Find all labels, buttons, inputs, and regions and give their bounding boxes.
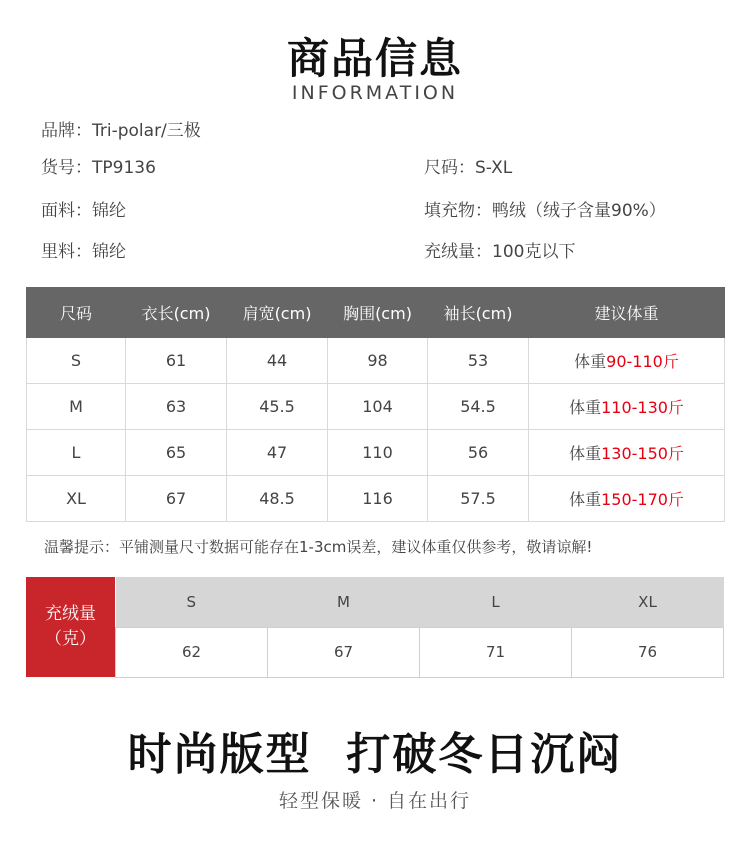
cell-length: 67 [126, 476, 227, 522]
cell-length: 61 [126, 338, 227, 384]
header-sleeve: 袖长(cm) [428, 288, 529, 338]
weight-range: 130-150斤 [601, 444, 684, 463]
cell-sleeve: 57.5 [428, 476, 529, 522]
weight-range: 110-130斤 [601, 398, 684, 417]
cell-chest: 98 [328, 338, 428, 384]
fill-header-size: S [116, 577, 268, 627]
cell-size: M [27, 384, 126, 430]
size-table-header [27, 288, 725, 338]
info-fill-amount: 充绒量：100克以下 [424, 242, 576, 262]
header-shoulder: 肩宽(cm) [227, 288, 328, 338]
cell-size: L [27, 430, 126, 476]
table-row [27, 430, 725, 476]
page-subtitle: INFORMATION [291, 82, 459, 104]
cell-sleeve: 53 [428, 338, 529, 384]
header-chest: 胸围(cm) [328, 288, 428, 338]
cell-length: 65 [126, 430, 227, 476]
cell-length: 63 [126, 384, 227, 430]
weight-range: 90-110斤 [606, 352, 679, 371]
cell-chest: 104 [328, 384, 428, 430]
cell-weight [529, 338, 725, 384]
weight-prefix: 体重 [574, 352, 607, 371]
measurement-note: 温馨提示：平铺测量尺寸数据可能存在1-3cm误差，建议体重仅供参考，敬请谅解! [44, 538, 593, 556]
page-title: 商品信息 [286, 34, 463, 83]
fill-label-badge [26, 577, 115, 677]
fill-table-section [26, 577, 724, 677]
info-filling: 填充物：鸭绒（绒子含量90%） [424, 201, 666, 221]
info-brand: 品牌：Tri-polar/三极 [41, 121, 201, 141]
slogan: 时尚版型 打破冬日沉闷 [127, 729, 623, 780]
header-size: 尺码 [27, 288, 126, 338]
weight-prefix: 体重 [569, 398, 602, 417]
cell-size: S [27, 338, 126, 384]
weight-prefix: 体重 [569, 490, 602, 509]
cell-sleeve: 54.5 [428, 384, 529, 430]
cell-chest: 110 [328, 430, 428, 476]
cell-shoulder: 47 [227, 430, 328, 476]
cell-chest: 116 [328, 476, 428, 522]
table-row [27, 476, 725, 522]
cell-shoulder: 45.5 [227, 384, 328, 430]
cell-weight [529, 384, 725, 430]
table-row [27, 384, 725, 430]
fill-table-header [116, 577, 724, 627]
fill-header-size: M [268, 577, 420, 627]
info-size-range: 尺码：S-XL [424, 158, 513, 178]
cell-shoulder: 48.5 [227, 476, 328, 522]
fill-label-unit: （克） [45, 629, 96, 649]
cell-shoulder: 44 [227, 338, 328, 384]
cell-sleeve: 56 [428, 430, 529, 476]
table-row [116, 627, 724, 677]
table-row [27, 338, 725, 384]
fill-value: 71 [420, 627, 572, 677]
header-length: 衣长(cm) [126, 288, 227, 338]
tagline: 轻型保暖 · 自在出行 [278, 790, 472, 812]
fill-value: 67 [268, 627, 420, 677]
fill-header-size: XL [572, 577, 724, 627]
fill-label-title: 充绒量 [45, 604, 96, 624]
weight-range: 150-170斤 [601, 490, 684, 509]
fill-value: 76 [572, 627, 724, 677]
weight-prefix: 体重 [569, 444, 602, 463]
info-fabric: 面料：锦纶 [41, 201, 126, 221]
info-lining: 里料：锦纶 [41, 242, 126, 262]
size-table [26, 287, 725, 522]
cell-weight [529, 430, 725, 476]
header-weight: 建议体重 [529, 288, 725, 338]
fill-header-size: L [420, 577, 572, 627]
fill-table [115, 577, 724, 678]
fill-value: 62 [116, 627, 268, 677]
cell-size: XL [27, 476, 126, 522]
info-item-no: 货号：TP9136 [41, 158, 156, 178]
cell-weight [529, 476, 725, 522]
